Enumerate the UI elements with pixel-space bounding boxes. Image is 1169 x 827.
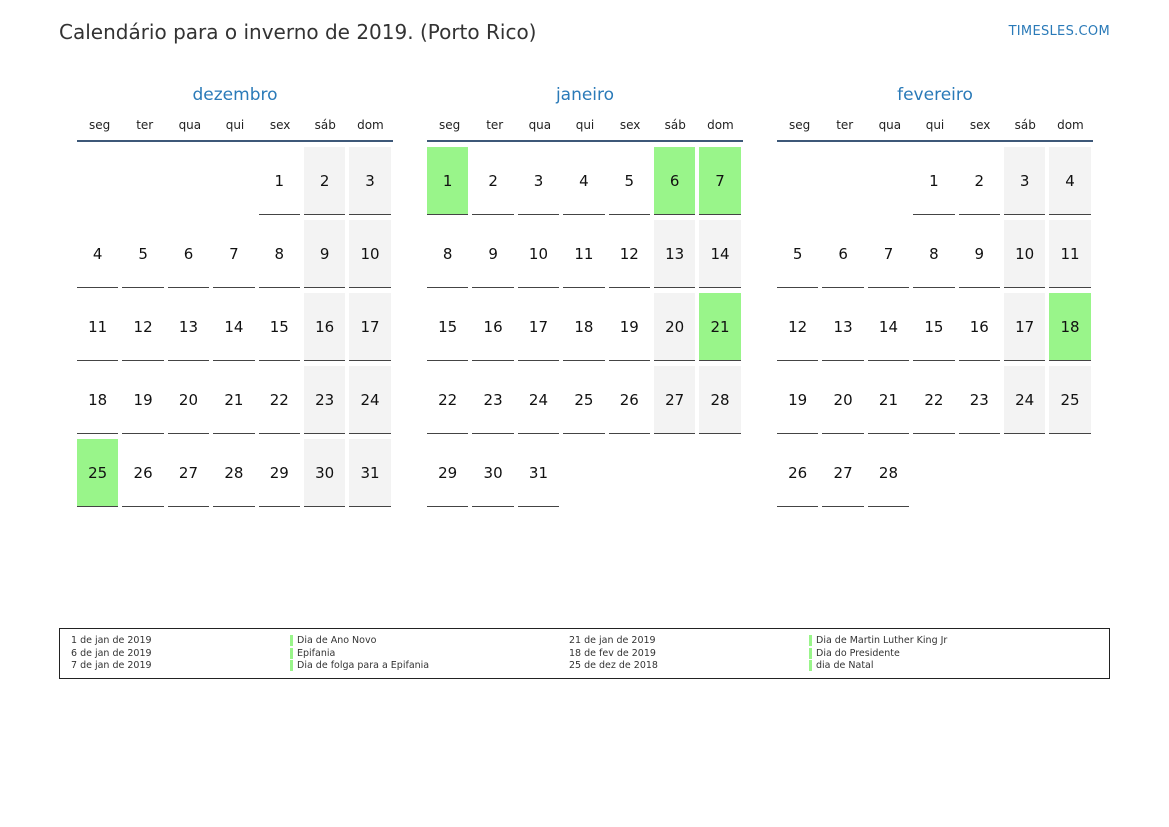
- weekday-header: [77, 110, 393, 142]
- day-cell: 8: [427, 220, 468, 288]
- day-cell: 30: [304, 439, 345, 507]
- day-cell: 25: [563, 366, 604, 434]
- day-cell: 16: [959, 293, 1000, 361]
- day-cell: 9: [959, 220, 1000, 288]
- holiday-day-cell: 7: [699, 147, 740, 215]
- month-name: janeiro: [555, 85, 615, 105]
- weekday-label: sáb: [664, 118, 686, 132]
- empty-cell: [868, 147, 909, 215]
- day-cell: 3: [518, 147, 559, 215]
- weekday-label: dom: [1057, 118, 1084, 132]
- legend-date: 7 de jan de 2019: [71, 660, 152, 671]
- day-cell: 1: [259, 147, 300, 215]
- weekday-label: ter: [486, 118, 504, 132]
- weekday-label: sáb: [314, 118, 336, 132]
- legend-date: 21 de jan de 2019: [569, 635, 656, 646]
- day-cell: 28: [213, 439, 254, 507]
- day-cell: 2: [472, 147, 513, 215]
- day-cell: 9: [472, 220, 513, 288]
- holiday-day-cell: 6: [654, 147, 695, 215]
- month-name: fevereiro: [897, 85, 973, 105]
- day-cell: 17: [518, 293, 559, 361]
- weekday-label: ter: [136, 118, 154, 132]
- day-cell: 6: [168, 220, 209, 288]
- day-cell: 23: [472, 366, 513, 434]
- day-cell: 13: [654, 220, 695, 288]
- day-cell: 27: [822, 439, 863, 507]
- day-cell: 28: [699, 366, 740, 434]
- legend-dates-left: [71, 635, 152, 673]
- day-cell: 27: [654, 366, 695, 434]
- weekday-label: dom: [707, 118, 734, 132]
- holiday-marker: [290, 635, 293, 646]
- holiday-marker: [809, 635, 812, 646]
- weekday-label: qua: [878, 118, 902, 132]
- day-cell: 26: [609, 366, 650, 434]
- month-1: [427, 80, 743, 507]
- day-cell: 26: [122, 439, 163, 507]
- day-cell: 24: [518, 366, 559, 434]
- day-cell: 11: [77, 293, 118, 361]
- legend-holiday-name: Dia de Martin Luther King Jr: [816, 635, 948, 646]
- holiday-marker: [290, 648, 293, 659]
- day-cell: 25: [1049, 366, 1090, 434]
- day-cell: 28: [868, 439, 909, 507]
- legend-holiday-name: Dia de Ano Novo: [297, 635, 377, 646]
- legend-date: 6 de jan de 2019: [71, 647, 152, 659]
- page-title: Calendário para o inverno de 2019. (Porto Rico): [59, 20, 537, 44]
- day-cell: 5: [609, 147, 650, 215]
- day-cell: 14: [699, 220, 740, 288]
- legend-names-right: [809, 635, 947, 673]
- empty-cell: [168, 147, 209, 215]
- day-cell: 12: [122, 293, 163, 361]
- weekday-label: qua: [178, 118, 202, 132]
- day-cell: 5: [777, 220, 818, 288]
- day-cell: 16: [472, 293, 513, 361]
- day-cell: 16: [304, 293, 345, 361]
- day-cell: 15: [913, 293, 954, 361]
- empty-cell: [822, 147, 863, 215]
- day-cell: 22: [427, 366, 468, 434]
- day-cell: 13: [168, 293, 209, 361]
- month-2: [777, 80, 1093, 507]
- day-cell: 14: [868, 293, 909, 361]
- day-cell: 4: [77, 220, 118, 288]
- day-cell: 8: [913, 220, 954, 288]
- day-cell: 14: [213, 293, 254, 361]
- weekday-label: seg: [788, 118, 811, 132]
- day-cell: 9: [304, 220, 345, 288]
- day-cell: 3: [349, 147, 390, 215]
- legend-holiday-name: Dia de folga para a Epifania: [297, 660, 430, 671]
- legend-names-left: [290, 635, 429, 673]
- day-cell: 26: [777, 439, 818, 507]
- holiday-day-cell: 21: [699, 293, 740, 361]
- legend-holiday-name: dia de Natal: [816, 660, 874, 671]
- day-cell: 19: [122, 366, 163, 434]
- empty-cell: [213, 147, 254, 215]
- day-cell: 29: [259, 439, 300, 507]
- legend-holiday-name: Dia do Presidente: [816, 647, 900, 659]
- day-cell: 22: [913, 366, 954, 434]
- day-cell: 18: [563, 293, 604, 361]
- weekday-label: sex: [969, 118, 991, 132]
- weekday-label: qui: [925, 118, 945, 132]
- holiday-legend: [59, 628, 1110, 679]
- day-cell: 11: [563, 220, 604, 288]
- day-cell: 21: [868, 366, 909, 434]
- day-cell: 18: [77, 366, 118, 434]
- day-cell: 24: [349, 366, 390, 434]
- weekday-label: qui: [225, 118, 245, 132]
- day-grid: [427, 147, 743, 507]
- day-cell: 2: [959, 147, 1000, 215]
- day-cell: 15: [427, 293, 468, 361]
- month-name: dezembro: [192, 85, 278, 105]
- holiday-marker: [290, 660, 293, 671]
- weekday-label: dom: [357, 118, 384, 132]
- day-cell: 20: [654, 293, 695, 361]
- day-cell: 8: [259, 220, 300, 288]
- legend-holiday-name: Epifania: [297, 647, 336, 659]
- legend-date: 1 de jan de 2019: [71, 635, 152, 646]
- day-cell: 2: [304, 147, 345, 215]
- day-cell: 31: [349, 439, 390, 507]
- weekday-label: sáb: [1014, 118, 1036, 132]
- day-cell: 20: [822, 366, 863, 434]
- day-cell: 4: [563, 147, 604, 215]
- day-cell: 27: [168, 439, 209, 507]
- day-cell: 30: [472, 439, 513, 507]
- weekday-label: sex: [619, 118, 641, 132]
- weekday-label: sex: [269, 118, 291, 132]
- day-cell: 7: [213, 220, 254, 288]
- day-cell: 17: [349, 293, 390, 361]
- legend-date: 25 de dez de 2018: [569, 660, 658, 671]
- day-cell: 10: [349, 220, 390, 288]
- day-cell: 31: [518, 439, 559, 507]
- day-cell: 20: [168, 366, 209, 434]
- day-cell: 12: [609, 220, 650, 288]
- day-cell: 24: [1004, 366, 1045, 434]
- day-cell: 23: [959, 366, 1000, 434]
- day-cell: 7: [868, 220, 909, 288]
- weekday-header: [427, 110, 743, 142]
- weekday-header: [777, 110, 1093, 142]
- weekday-label: qua: [528, 118, 552, 132]
- legend-dates-right: [569, 635, 658, 673]
- day-cell: 3: [1004, 147, 1045, 215]
- holiday-marker: [809, 660, 812, 671]
- day-cell: 10: [518, 220, 559, 288]
- day-cell: 29: [427, 439, 468, 507]
- weekday-label: seg: [438, 118, 461, 132]
- month-0: [77, 80, 393, 507]
- weekday-label: qui: [575, 118, 595, 132]
- day-cell: 21: [213, 366, 254, 434]
- empty-cell: [122, 147, 163, 215]
- day-cell: 4: [1049, 147, 1090, 215]
- empty-cell: [77, 147, 118, 215]
- holiday-marker: [809, 648, 812, 659]
- day-grid: [777, 147, 1093, 507]
- day-cell: 6: [822, 220, 863, 288]
- brand-link[interactable]: TIMESLES.COM: [1008, 24, 1110, 39]
- day-cell: 15: [259, 293, 300, 361]
- weekday-label: ter: [836, 118, 854, 132]
- day-cell: 22: [259, 366, 300, 434]
- day-cell: 19: [777, 366, 818, 434]
- day-grid: [77, 147, 393, 507]
- day-cell: 11: [1049, 220, 1090, 288]
- day-cell: 12: [777, 293, 818, 361]
- legend-date: 18 de fev de 2019: [569, 647, 656, 659]
- day-cell: 23: [304, 366, 345, 434]
- day-cell: 1: [913, 147, 954, 215]
- day-cell: 17: [1004, 293, 1045, 361]
- holiday-day-cell: 1: [427, 147, 468, 215]
- day-cell: 5: [122, 220, 163, 288]
- day-cell: 10: [1004, 220, 1045, 288]
- day-cell: 19: [609, 293, 650, 361]
- weekday-label: seg: [88, 118, 111, 132]
- holiday-day-cell: 18: [1049, 293, 1090, 361]
- day-cell: 13: [822, 293, 863, 361]
- empty-cell: [777, 147, 818, 215]
- holiday-day-cell: 25: [77, 439, 118, 507]
